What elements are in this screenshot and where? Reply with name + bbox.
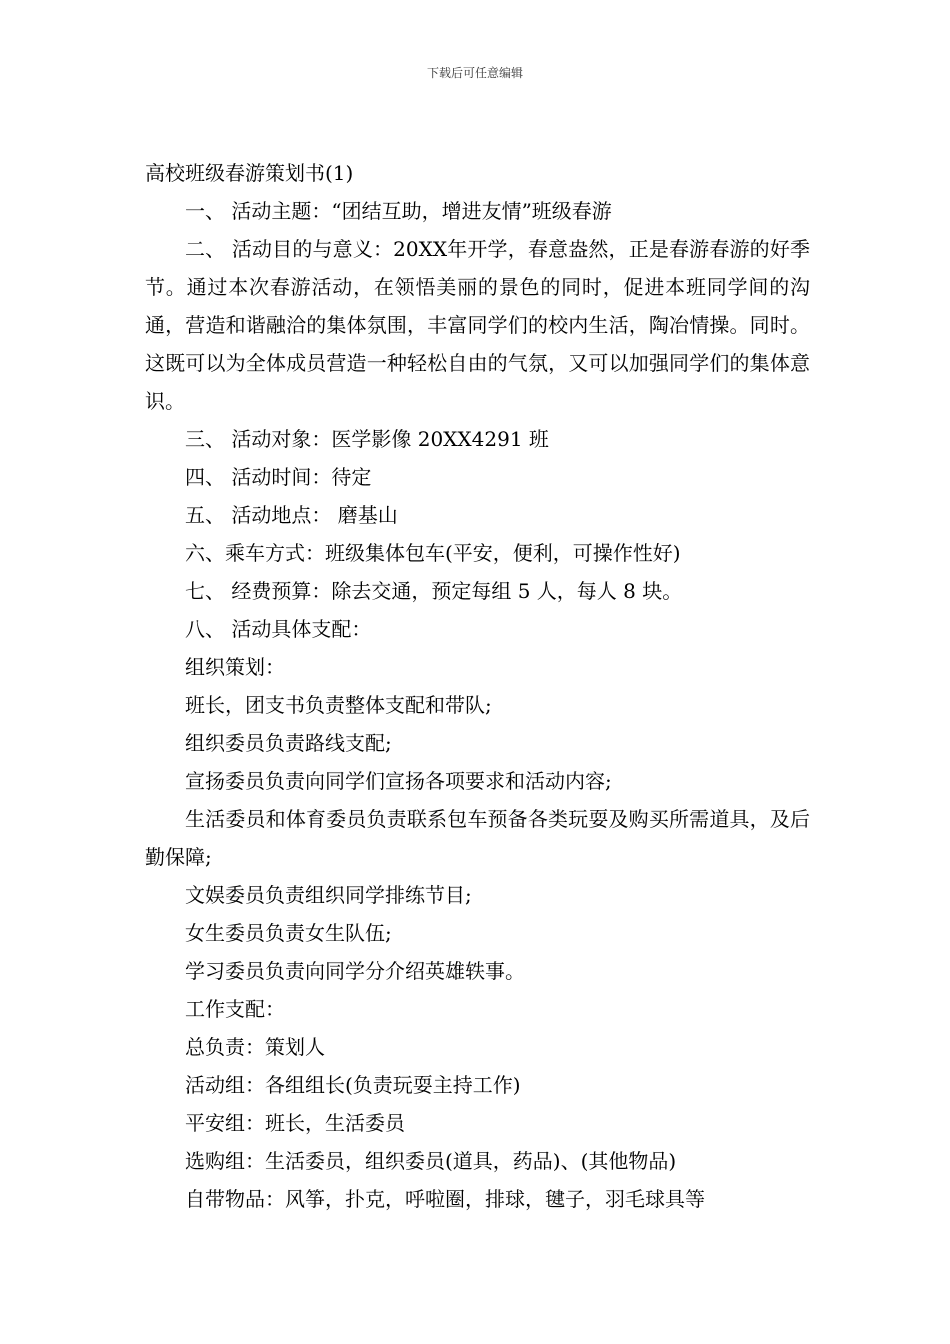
work-item: 活动组：各组组长(负责玩耍主持工作) xyxy=(185,1073,521,1097)
work-item: 选购组：生活委员，组织委员(道具，药品)、(其他物品) xyxy=(185,1149,677,1173)
organization-item: 组织委员负责路线支配; xyxy=(185,731,392,755)
organization-item: 女生委员负责女生队伍; xyxy=(185,921,392,945)
page-header-note: 下载后可任意编辑 xyxy=(426,66,523,80)
document-title: 高校班级春游策划书(1) xyxy=(145,161,354,185)
organization-heading: 组织策划： xyxy=(185,655,285,679)
work-item: 总负责：策划人 xyxy=(185,1035,325,1059)
section-time: 四、 活动时间：待定 xyxy=(185,465,372,489)
organization-item: 生活委员和体育委员负责联系包车预备各类玩耍及购买所需道具，及后勤保障; xyxy=(145,807,810,869)
section-purpose: 二、 活动目的与意义：20XX年开学，春意盎然，正是春游春游的好季节。通过本次春游活动，在领悟美丽的景色的同时，促进本班同学间的沟通，营造和谐融洽的集体氛围，丰富同学们的校内生活，陶冶情操。同时。这既可以为全体成员营造一种轻松自由的气氛，又可以加强同学们的集体意识。 xyxy=(145,237,810,413)
work-heading: 工作支配： xyxy=(185,997,285,1021)
section-theme: 一、 活动主题：“团结互助，增进友情”班级春游 xyxy=(185,199,612,223)
organization-item: 宣扬委员负责向同学们宣扬各项要求和活动内容; xyxy=(185,769,612,793)
organization-item: 文娱委员负责组织同学排练节目; xyxy=(185,883,472,907)
section-transport: 六、乘车方式：班级集体包车(平安，便利，可操作性好) xyxy=(185,541,681,565)
work-item: 平安组：班长，生活委员 xyxy=(185,1111,405,1135)
organization-item: 班长，团支书负责整体支配和带队; xyxy=(185,693,492,717)
section-target: 三、 活动对象：医学影像 20XX4291 班 xyxy=(185,427,549,451)
section-place: 五、 活动地点： 磨基山 xyxy=(185,503,398,527)
organization-item: 学习委员负责向同学分介绍英雄轶事。 xyxy=(185,959,525,983)
section-budget: 七、 经费预算：除去交通，预定每组 5 人，每人 8 块。 xyxy=(185,579,683,603)
document-body xyxy=(145,154,810,1218)
work-item: 自带物品：风筝，扑克，呼啦圈，排球，毽子，羽毛球具等 xyxy=(185,1187,705,1211)
section-arrangement: 八、 活动具体支配： xyxy=(185,617,372,641)
